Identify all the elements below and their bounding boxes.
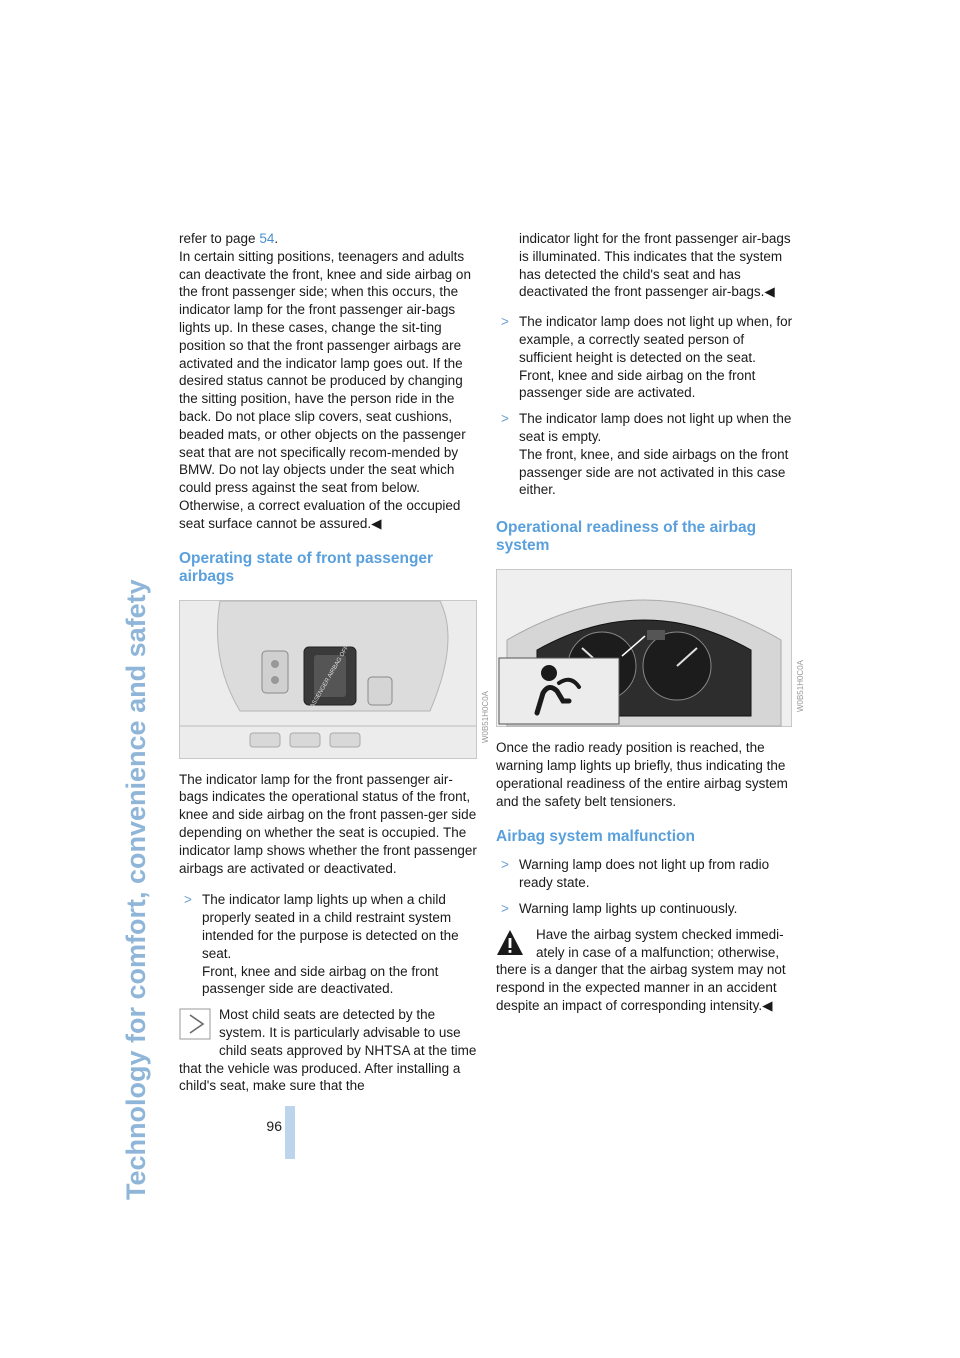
bullet-text: Warning lamp does not light up from radio ready state. <box>519 857 770 891</box>
bullet-text: Warning lamp lights up continuously. <box>519 900 738 916</box>
paragraph-indicator-lamp: The indicator lamp for the front passenger air-bags indicates the operational status of the front, knee and side airbag on the front passen-ger side depending on whether the seat is occupied. The indicator lamp shows whether the front passenger airbags are activated or deactivated. <box>179 771 477 876</box>
intro-prefix: refer to page <box>179 231 260 246</box>
airbag-switch-panel-illustration <box>180 601 476 758</box>
bullet-text: Front, knee and side airbag on the front passenger side are deactivated. <box>202 963 439 997</box>
page-number: 96 <box>266 1118 282 1134</box>
bullet-mark: > <box>501 314 509 330</box>
bullet-list-right <box>496 313 796 499</box>
list-item <box>496 313 796 402</box>
intro-suffix: . <box>274 231 279 246</box>
note-continued <box>496 230 796 301</box>
bullet-text: The front, knee, and side airbags on the front passenger side are not activated in this case either. <box>519 446 789 498</box>
list-item <box>179 891 477 998</box>
end-mark: ◀ <box>762 997 773 1013</box>
end-mark: ◀ <box>764 284 775 300</box>
instrument-cluster-illustration <box>497 570 791 726</box>
bullet-list-left <box>179 891 477 998</box>
heading-operational-readiness: Operational readiness of the airbag system <box>496 519 757 555</box>
list-item <box>496 410 796 499</box>
list-item <box>496 900 796 918</box>
chapter-title: Technology for comfort, convenience and safety <box>121 579 151 1200</box>
bullet-mark: > <box>501 857 509 873</box>
page-number-bar <box>285 1106 295 1159</box>
bullet-text: The indicator lamp does not light up when the seat is empty. <box>519 411 792 444</box>
note-text: indicator light for the front passenger air-bags is illuminated. This indicates that the system has detected the child's seat and has deactivated the front passenger air-bags. <box>519 231 791 300</box>
left-column <box>179 230 490 1095</box>
bullet-list-malfunction <box>496 856 796 917</box>
heading-airbag-malfunction: Airbag system malfunction <box>496 828 695 846</box>
bullet-text: Front, knee and side airbag on the front passenger side are activated. <box>519 367 756 401</box>
warning-text: Have the airbag system checked immedi-ately in case of a malfunction; otherwise, there is a danger that the airbag system may not respond in the expected manner in an accident despite an impact of corresponding intensity. <box>496 926 786 1013</box>
list-item <box>496 856 796 892</box>
figure-passenger-airbag-switch <box>179 600 490 759</box>
figure-instrument-cluster <box>496 569 805 727</box>
airbag-off-label: PASSENGER AIRBAG OFF <box>307 644 351 712</box>
warning-note <box>496 926 796 1015</box>
bullet-mark: > <box>184 892 192 908</box>
right-column <box>496 230 805 1015</box>
bullet-mark: > <box>501 900 509 916</box>
paragraph-sitting-positions <box>179 248 477 533</box>
figure-code: W0B51H0C0A <box>481 690 490 743</box>
note-text: Most child seats are detected by the system. It is particularly advisable to use child seats approved by NHTSA at the time that the vehicle was produced. After installing a child's seat, make sure that the <box>179 1007 477 1094</box>
note-play-icon <box>179 1008 211 1040</box>
intro-line <box>179 230 477 248</box>
page-link[interactable]: 54 <box>259 231 275 246</box>
bullet-mark: > <box>501 411 509 427</box>
end-mark: ◀ <box>371 515 382 531</box>
heading-operating-state: Operating state of front passenger airbags <box>179 549 434 585</box>
warning-triangle-icon <box>496 928 524 958</box>
bullet-text: The indicator lamp does not light up when, for example, a correctly seated person of sufficient height is detected on the seat. <box>519 314 793 365</box>
figure-code: W0B51H0C0A <box>796 660 805 713</box>
paragraph-text: In certain sitting positions, teenagers and adults can deactivate the front, knee and side airbag on the front passenger side; when this occurs, the indicator lamp for the front passenger air-bags lights up. In these cases, change the sit-ting position so that the front passenger airbags are activated and the indicator lamp goes out. If the desired status cannot be produced by changing the sitting position, have the person ride in the back. Do not place slip covers, seat cushions, beaded mats, or other objects on the passenger seat that are not specifically recom-mended by BMW. Do not lay objects under the seat which could press against the seat from below. Otherwise, a correct evaluation of the occupied seat surface cannot be assured. <box>179 248 471 531</box>
paragraph-radio-ready: Once the radio ready position is reached, the warning lamp lights up briefly, thus indicating the operational readiness of the entire airbag system and the safety belt tensioners. <box>496 740 788 809</box>
note-child-seats <box>179 1006 477 1095</box>
bullet-text: The indicator lamp lights up when a child properly seated in a child restraint system intended for the purpose is detected on the seat. <box>202 892 459 961</box>
